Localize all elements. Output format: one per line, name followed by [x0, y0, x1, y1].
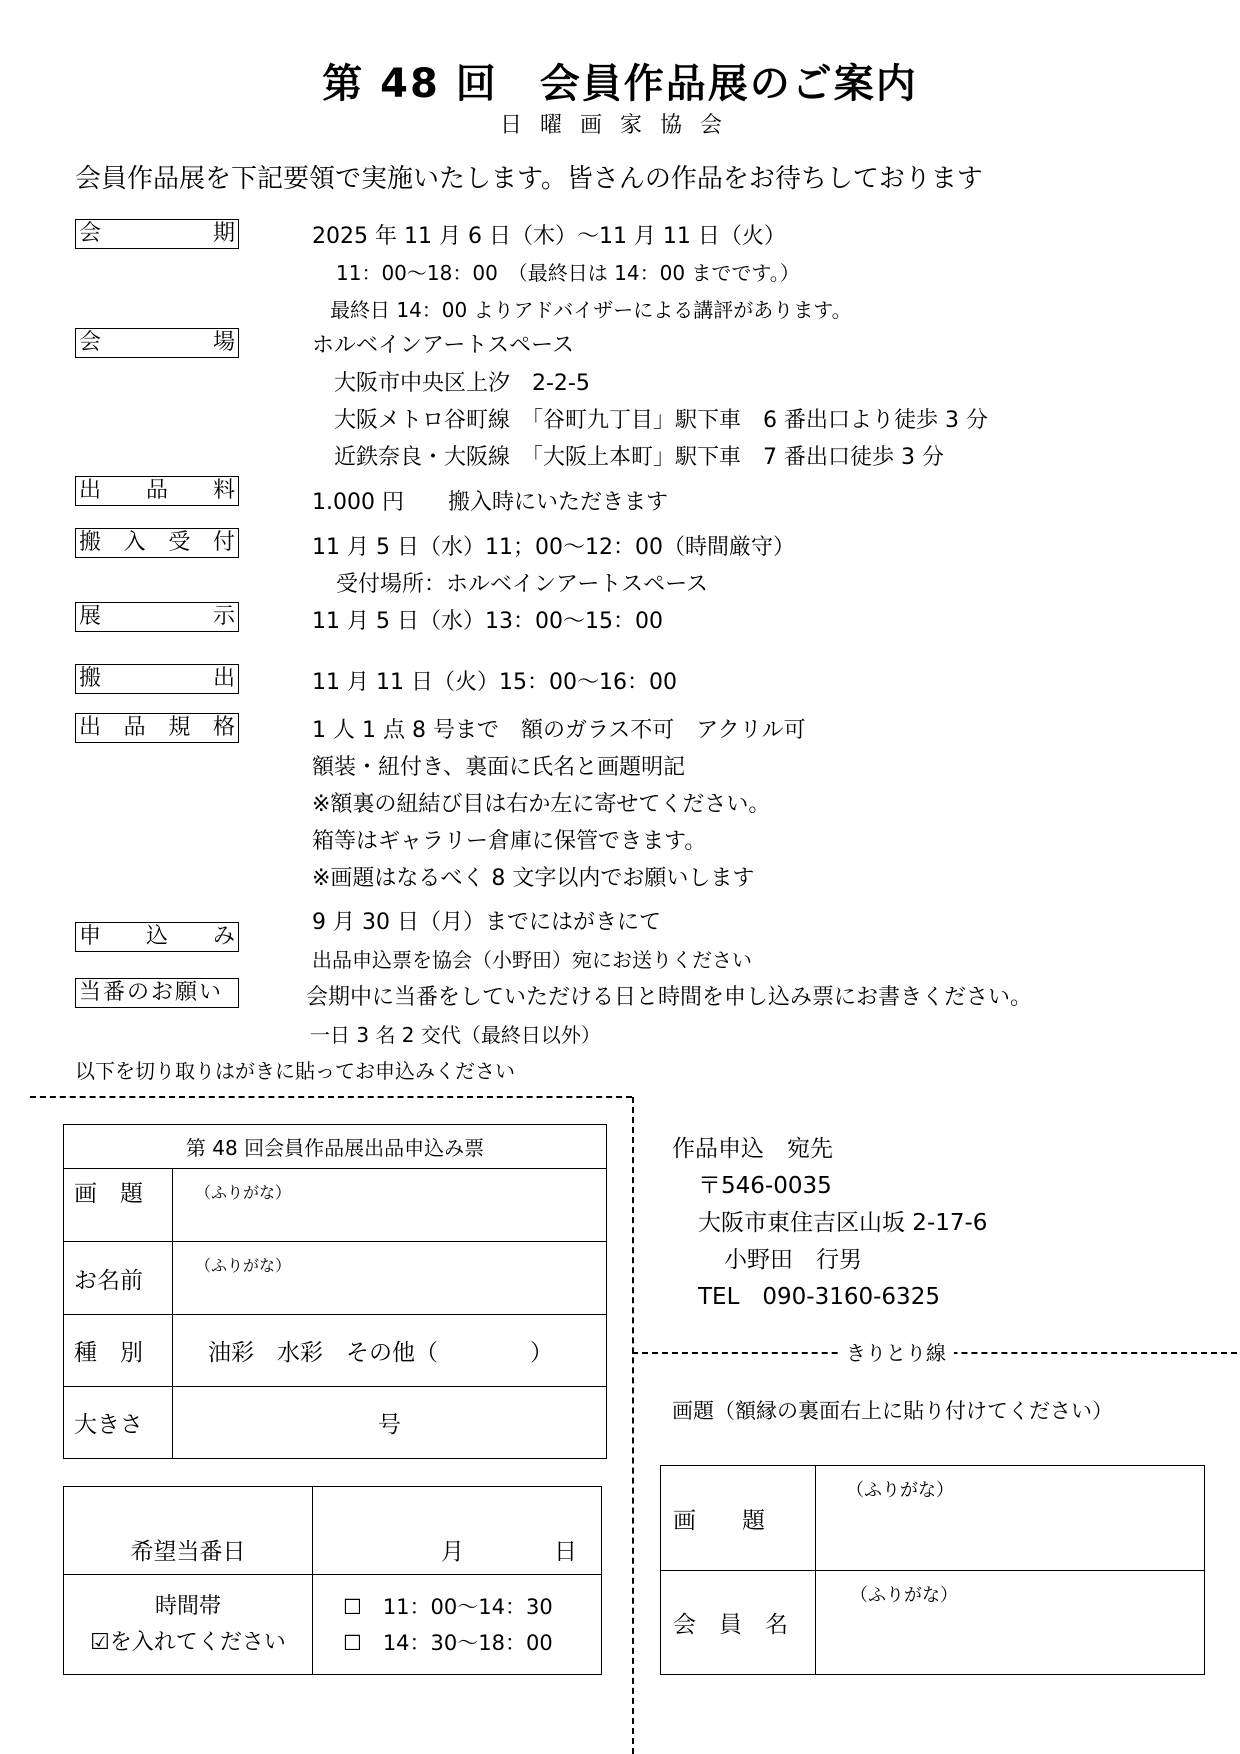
form-size-label: 大きさ [64, 1387, 173, 1459]
slip-member-label: 会 員 名 [661, 1571, 816, 1675]
specs-line-1: 1 人 1 点 8 号まで 額のガラス不可 アクリル可 [312, 718, 806, 743]
form-title-field[interactable] [173, 1169, 607, 1242]
cut-instruction: 以下を切り取りはがきに貼ってお申込みください [75, 1059, 515, 1083]
address-person: 小野田 行男 [724, 1247, 862, 1273]
furigana-hint: （ふりがな） [195, 1183, 292, 1202]
page-title: 第 48 回 会員作品展のご案内 [322, 61, 918, 107]
duty-shift-note: 一日 3 名 2 交代（最終日以外） [310, 1023, 601, 1047]
venue-address: 大阪市中央区上汐 2-2-5 [334, 371, 590, 396]
removal-time: 11 月 11 日（火）15：00〜16：00 [312, 670, 677, 695]
label-apply: 申 込 み [75, 922, 239, 952]
form-size-field[interactable]: 号 [173, 1387, 607, 1459]
cut-line-top [30, 1096, 632, 1098]
slip-title-field[interactable] [816, 1466, 1205, 1571]
duty-time-label: 時間帯 [154, 1593, 221, 1619]
form-title: 第 48 回会員作品展出品申込み票 [64, 1125, 607, 1169]
form-type-label: 種 別 [64, 1315, 173, 1387]
fee-text: 1.000 円 搬入時にいただきます [312, 490, 668, 515]
application-form [63, 1124, 607, 1459]
label-fee: 出 品 料 [75, 476, 239, 506]
form-title-label: 画 題 [64, 1169, 173, 1242]
delivery-place: 受付場所：ホルベインアートスペース [336, 572, 709, 597]
duty-time-label-cell [64, 1575, 313, 1675]
furigana-hint: （ふりがな） [846, 1480, 954, 1501]
intro-text: 会員作品展を下記要領で実施いたします。皆さんの作品をお待ちしております [75, 164, 983, 194]
label-venue: 会 場 [75, 328, 239, 358]
address-street: 大阪市東住吉区山坂 2-17-6 [698, 1210, 988, 1236]
time-slot-2-checkbox[interactable]: ☐ 14：30〜18：00 [343, 1630, 553, 1655]
venue-access-kintetsu: 近鉄奈良・大阪線 「大阪上本町」駅下車 7 番出口徒歩 3 分 [334, 445, 944, 470]
form-name-field[interactable] [173, 1242, 607, 1315]
time-slot-1-checkbox[interactable]: ☐ 11：00〜14：30 [343, 1594, 553, 1619]
slip-member-field[interactable] [816, 1571, 1205, 1675]
duty-request: 会期中に当番をしていただける日と時間を申し込み票にお書きください。 [306, 985, 1033, 1010]
label-period: 会 期 [75, 219, 239, 249]
apply-address-note: 出品申込票を協会（小野田）宛にお送りください [312, 948, 752, 972]
display-time: 11 月 5 日（水）13：00〜15：00 [312, 609, 663, 634]
form-name-label: お名前 [64, 1242, 173, 1315]
specs-line-2: 額装・紐付き、裏面に氏名と画題明記 [312, 755, 686, 780]
label-specs: 出 品 規 格 [75, 713, 239, 743]
slip-title-label: 画 題 [661, 1466, 816, 1571]
address-postal: 〒546-0035 [698, 1173, 832, 1199]
venue-access-metro: 大阪メトロ谷町線 「谷町九丁目」駅下車 6 番出口より徒歩 3 分 [334, 408, 988, 433]
label-display: 展 示 [75, 602, 239, 632]
address-heading: 作品申込 宛先 [672, 1136, 833, 1162]
duty-date-field[interactable]: 月 日 [313, 1487, 602, 1575]
delivery-time: 11 月 5 日（水）11；00〜12：00（時間厳守） [312, 535, 795, 560]
apply-deadline: 9 月 30 日（月）までにはがきにて [312, 910, 661, 935]
cut-line-vertical [632, 1097, 634, 1754]
label-delivery: 搬 入 受 付 [75, 528, 239, 558]
specs-line-4: 箱等はギャラリー倉庫に保管できます。 [312, 829, 707, 854]
organizer-name: 日曜画家協会 [499, 113, 740, 138]
specs-line-3: ※額裏の紐結び目は右か左に寄せてください。 [312, 792, 771, 817]
duty-time-slots [313, 1575, 602, 1675]
duty-check-instruction: ☑を入れてください [90, 1629, 286, 1655]
period-review: 最終日 14：00 よりアドバイザーによる講評があります。 [330, 298, 852, 322]
address-tel: TEL 090-3160-6325 [698, 1284, 940, 1310]
form-type-options[interactable]: 油彩 水彩 その他（ ） [173, 1315, 607, 1387]
furigana-hint: （ふりがな） [195, 1256, 292, 1275]
label-slip-instruction: 画題（額縁の裏面右上に貼り付けてください） [672, 1399, 1113, 1423]
cut-line-label: きりとり線 [838, 1337, 954, 1366]
label-slip [660, 1465, 1205, 1675]
label-duty: 当番のお願い [75, 978, 239, 1008]
label-removal: 搬 出 [75, 664, 239, 694]
duty-form [63, 1486, 602, 1675]
period-hours: 11：00〜18：00 （最終日は 14：00 までです。） [336, 261, 800, 285]
furigana-hint: （ふりがな） [850, 1585, 958, 1606]
venue-name: ホルベインアートスペース [312, 333, 575, 358]
specs-line-5: ※画題はなるべく 8 文字以内でお願いします [312, 866, 755, 891]
period-dates: 2025 年 11 月 6 日（木）〜11 月 11 日（火） [312, 224, 786, 249]
duty-date-label: 希望当番日 [64, 1487, 313, 1575]
